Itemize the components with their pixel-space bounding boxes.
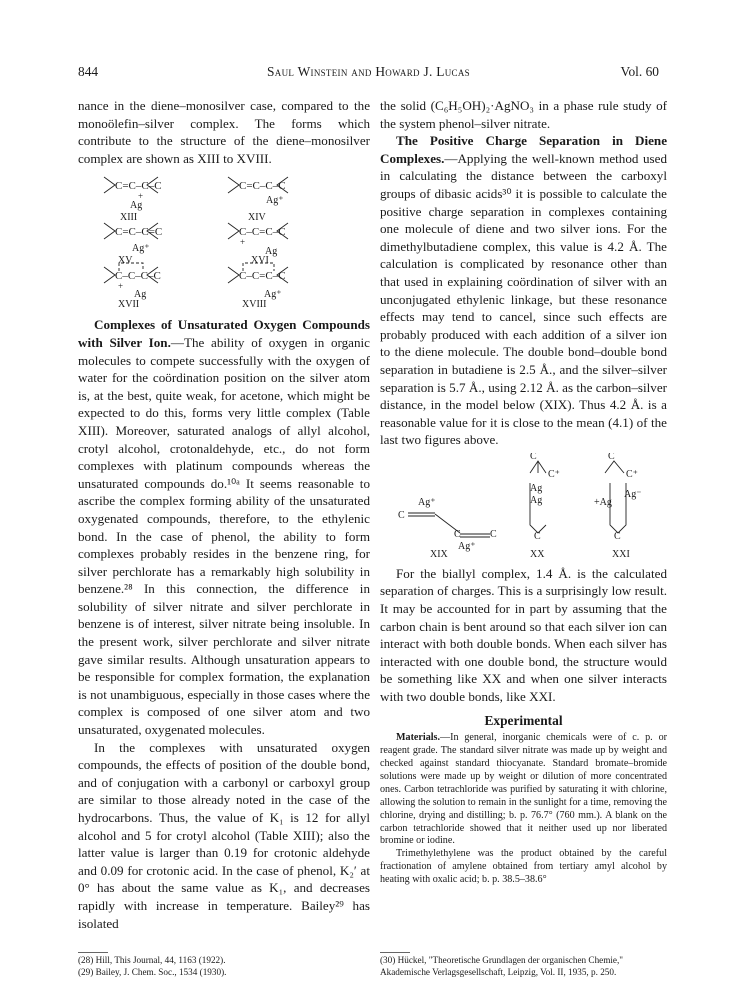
right-paragraph-3: For the biallyl complex, 1.4 Å. is the calculated separation of charges. This is a surprisingly low result. It may be accounted for in part by assuming that the carbon chain is bent around so that each silver ion can interact with both double bonds. When each silver has interacted with one double bond, the structure would be something like XX and when one silver interacts with two double bonds, like XXI. [380,565,667,705]
structure-xviii-label: XVIII [242,299,267,310]
structure-xvii-formula: C–C–C–C [115,270,161,283]
footnote-30: (30) Hückel, "Theoretische Grundlagen der organischen Chemie," Akademische Verlagsgesellschaft, Leipzig, Vol. II, 1935, p. 250. [380,955,624,978]
left-paragraph-2-text: —The ability of oxygen in organic molecules to compete successfully with the oxygen of water for the coördination position on the silver atom is, at the best, quite weak, for acetone, which might be expected to do this, forms very little complex (Table XIII). Moreover, saturated analogs of allyl alcohol, crotyl alcohol, crotonaldehyde, etc., do not form complexes with platinum compounds whereas the unsaturated compounds do.¹⁰ᵃ It seems reasonable to ascribe the complex forming ability of the unsaturated oxygenated compounds, therefore, to the ethylenic bond. In the case of phenol, the ability to form complexes probably resides in the benzene ring, for silver perchlorate has a remarkably high solubility in benzene.²⁸ In this connection, the difference in solubility of silver nitrate and silver perchlorate in benzene is of interest, silver nitrate being insoluble. In the present work, silver perchlorate and silver nitrate gave similar results. Although unsaturation appears to be responsible for complex formation, the explanation is not unambiguous, especially in those cases where the complex is composed of one silver atom and two unsaturated, oxygenated molecules. [78,334,370,738]
page-header [78,64,659,80]
structure-xvi-plus: + [240,237,246,248]
structure-xvi-formula: C–C=C–C [239,226,286,239]
xix-ag-top: Ag⁺ [418,496,436,508]
footnote-28: (28) Hill, This Journal, 44, 1163 (1922). [78,955,226,965]
xix-ag-bottom: Ag⁺ [458,540,476,552]
section-title-experimental: Experimental [484,712,563,728]
right-paragraph-2 [380,132,667,449]
structures-figure-xiii-xviii [78,171,370,309]
structure-xiii-ag: Ag [130,200,143,212]
section-head-oxygen-compounds: Complexes of Unsaturated Oxygen Compounds with Silver Ion. [78,317,370,350]
xix-c-mid: C [454,528,461,540]
volume-label: Vol. 60 [620,64,659,79]
structure-xviii-ag: Ag⁺ [264,289,282,301]
structure-xv-label: XV [118,255,133,267]
structure-xx-label: XX [530,548,545,558]
structure-xvii-ag: Ag [134,289,147,301]
xx-ag-2: Ag [530,494,543,506]
structure-xxi-label: XXI [612,548,630,558]
xxi-ag-minus: Ag⁻ [624,488,642,500]
structure-xiv-label: XIV [248,212,266,224]
structure-xvi-label: XVI [251,255,269,267]
footnote-29: (29) Bailey, J. Chem. Soc., 1534 (1930). [78,967,227,978]
right-paragraph-2-text: —Applying the well-known method used in calculating the distance between the carboxyl groups of dibasic acids³⁰ it is possible to calculate the positive charge separation in complexes containing one molecule of diene and two silver ions. For the dimethylbutadiene complex, this value is 4.2 Å. The calculation is complicated by resonance other than that used in explaining coördination of silver with an unconjugated ethylenic linkage, but these resonance effects may tend to cancel, since such effects are probably produced with each addition of a silver ion to the diene molecule. The double bond–double bond separation in butadiene is 2.5 Å., and the silver–silver separation is 5.7 Å., using 2.12 Å. as the carbon–silver distance, in the model below (XIX). Thus 4.2 Å. is a reasonable value for it is close to the mean (4.1) of the last two figures above. [380,150,667,448]
xix-c-right: C [490,528,497,540]
footnotes-left [78,954,370,979]
xxi-c-plus: C⁺ [626,468,638,480]
trimethylethylene-paragraph: Trimethylethylene was the product obtained by the careful fractionation of amylene obtained from tertiary amyl alcohol by heating with oxalic acid; b. p. 38.5–38.6° [380,848,667,886]
structure-xvi-ag: Ag [265,246,278,258]
left-paragraph-2 [78,316,370,738]
running-title: Saul Winstein and Howard J. Lucas [267,64,470,79]
structure-xviii-formula: C–C=C–C [239,270,286,283]
materials-paragraph [380,732,667,848]
xx-c-plus: C⁺ [548,468,560,480]
section-head-charge-separation: The Positive Charge Separation in Diene Complexes. [380,133,667,166]
structure-xvii-plus: + [118,281,124,292]
structure-xiii-label: XIII [120,212,138,224]
left-paragraph-3: In the complexes with unsaturated oxygen compounds, the effects of position of the double bond, and of conjugation with a carbonyl or carboxyl group are similar to those already noted in the case of the hydrocarbons. Thus, the value of K₁ is 12 for allyl alcohol and 5 for crotyl alcohol (Table XIII); also the latter value is larger than 0.19 for crotonic aldehyde and 0.09 for crotonic acid. In the case of phenol, K₂′ at 0° has about the same value as K₁, and decreases rapidly with increase in temperature. Bailey²⁹ has isolated [78,739,370,931]
structure-xv-formula: C=C–C=C [115,226,163,239]
right-column [380,97,667,887]
xxi-c-bottom: C [614,530,621,542]
structure-xiii-formula: C=C–C–C [115,180,162,193]
structure-xiv-ag: Ag⁺ [266,195,284,207]
right-paragraph-1: the solid (C₆H₅OH)₂·AgNO₃ in a phase rule study of the system phenol–silver nitrate. [380,98,667,131]
footnote-rule-right [380,952,410,953]
footnote-rule-left [78,952,108,953]
xx-c-bottom: C [534,530,541,542]
xxi-ag-plus: +Ag [594,496,612,508]
xxi-c-top: C [608,452,615,462]
structure-xiii-plus: + [138,191,144,202]
left-column [78,97,370,932]
xx-c-top: C [530,452,537,462]
page-number: 844 [78,64,99,79]
structure-xix-label: XIX [430,548,448,558]
materials-head: Materials. [396,732,441,744]
materials-text: —In general, inorganic chemicals were of c. p. or reagent grade. The standard silver nitrate was made up by weight and checked against standard thiocyanate. Standard bromate–bromide solutions were made up by weight or dilution of more concentrated ones. Carbon tetrachloride was purified by saturating it with chlorine, allowing the solution to remain in the sunlight for a time, removing the chlorine, drying and distilling; b. p. 76.7° (760 mm.). A blank on the carbon tetrachloride showed that it neither used up nor liberated bromine or iodine. [380,732,667,847]
structure-xvii-label: XVII [118,299,140,310]
left-paragraph-1: nance in the diene–monosilver case, compared to the monoölefin–silver complex. The forms which contribute to the structure of the diene–monosilver complex are shown as XIII to XVIII. [78,98,370,166]
structure-xv-ag: Ag⁺ [132,243,150,255]
structures-figure-xix-xxi [380,453,667,558]
structure-xiv-formula: C=C–C–C [239,180,286,193]
xx-ag-1: Ag [530,482,543,494]
xix-c-left: C [398,509,405,521]
